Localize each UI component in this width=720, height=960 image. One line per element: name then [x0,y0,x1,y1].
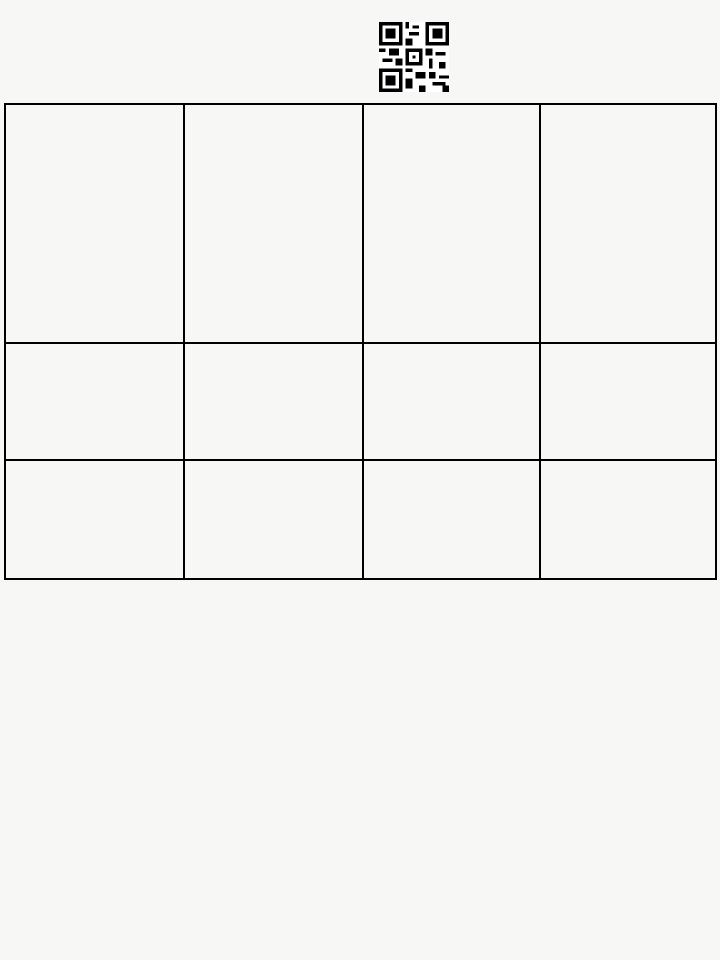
header [0,0,720,100]
gender-line [12,30,16,45]
pillar-chart [4,103,717,580]
owner-line [12,10,16,25]
qr-code-icon[interactable] [379,22,449,92]
annual-luck-grid [4,589,715,956]
